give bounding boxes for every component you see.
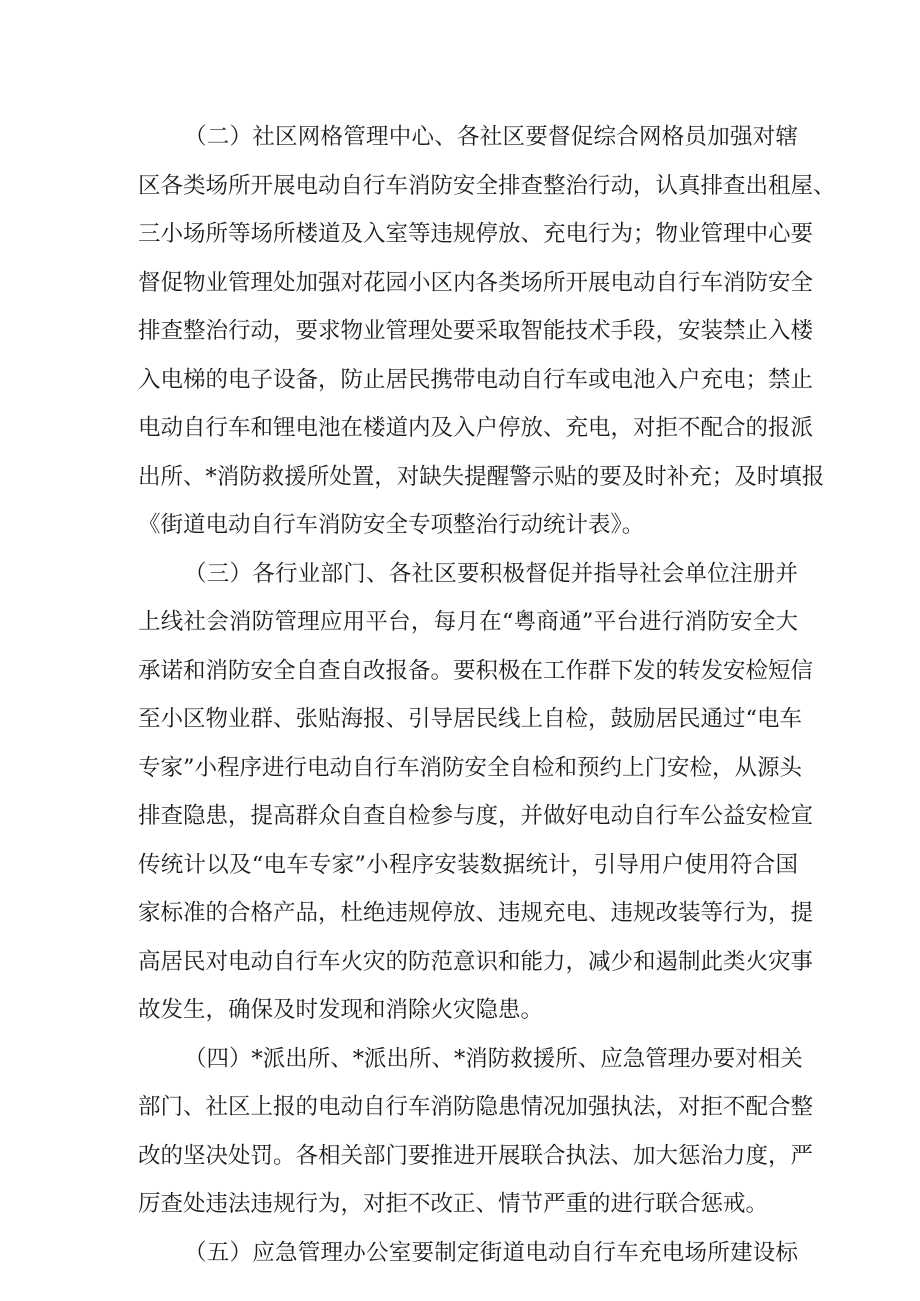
text-line: （五）应急管理办公室要制定街道电动自行车充电场所建设标: [184, 1239, 798, 1266]
text-line: （二）社区网格管理中心、各社区要督促综合网格员加强对辖: [184, 124, 798, 150]
text-line: 改的坚决处罚。各相关部门要推进开展联合执法、加大惩治力度，严: [138, 1142, 814, 1169]
text-line: 高居民对电动自行车火灾的防范意识和能力，减少和遏制此类火灾事: [138, 948, 814, 975]
text-line: 督促物业管理处加强对花园小区内各类场所开展电动自行车消防安全: [138, 269, 814, 296]
text-line: 区各类场所开展电动自行车消防安全排查整治行动，认真排查出租屋、: [138, 172, 836, 199]
paragraph-item-3: [138, 550, 814, 1035]
text-line: 厉查处违法违规行为，对拒不改正、情节严重的进行联合惩戒。: [138, 1191, 769, 1217]
paragraph-item-4: [138, 1035, 814, 1229]
text-line: 故发生，确保及时发现和消除火灾隐患。: [138, 997, 544, 1023]
text-line: 部门、社区上报的电动自行车消防隐患情况加强执法，对拒不配合整: [138, 1094, 814, 1120]
text-line: 入电梯的电子设备，防止居民携带电动自行车或电池入户充电；禁止: [138, 366, 814, 393]
text-line: 电动自行车和锂电池在楼道内及入户停放、充电，对拒不配合的报派: [138, 415, 814, 441]
paragraph-item-5: [138, 1229, 798, 1278]
text-line: 上线社会消防管理应用平台，每月在“粤商通”平台进行消防安全大: [138, 609, 798, 635]
text-line: 出所、*消防救援所处置，对缺失提醒警示贴的要及时补充；及时填报: [138, 463, 825, 490]
text-line: （四）*派出所、*派出所、*消防救援所、应急管理办要对相关: [184, 1045, 803, 1072]
text-line: 《街道电动自行车消防安全专项整治行动统计表》。: [138, 512, 645, 538]
text-line: 传统计以及“电车专家”小程序安装数据统计，引导用户使用符合国: [138, 851, 798, 878]
text-line: 至小区物业群、张贴海报、引导居民线上自检，鼓励居民通过“电车: [138, 706, 803, 732]
paragraph-item-2: [138, 113, 836, 550]
document-page: [138, 113, 836, 1277]
text-line: 三小场所等场所楼道及入室等违规停放、充电行为；物业管理中心要: [138, 221, 814, 247]
text-line: 排查隐患，提高群众自查自检参与度，并做好电动自行车公益安检宣: [138, 803, 814, 829]
text-line: 排查整治行动，要求物业管理处要采取智能技术手段，安装禁止入楼: [138, 318, 814, 344]
text-line: 承诺和消防安全自查自改报备。要积极在工作群下发的转发安检短信: [138, 657, 814, 684]
text-line: （三）各行业部门、各社区要积极督促并指导社会单位注册并: [184, 560, 798, 587]
text-line: 专家”小程序进行电动自行车消防安全自检和预约上门安检，从源头: [138, 754, 803, 781]
text-line: 家标准的合格产品，杜绝违规停放、违规充电、违规改装等行为，提: [138, 900, 814, 926]
